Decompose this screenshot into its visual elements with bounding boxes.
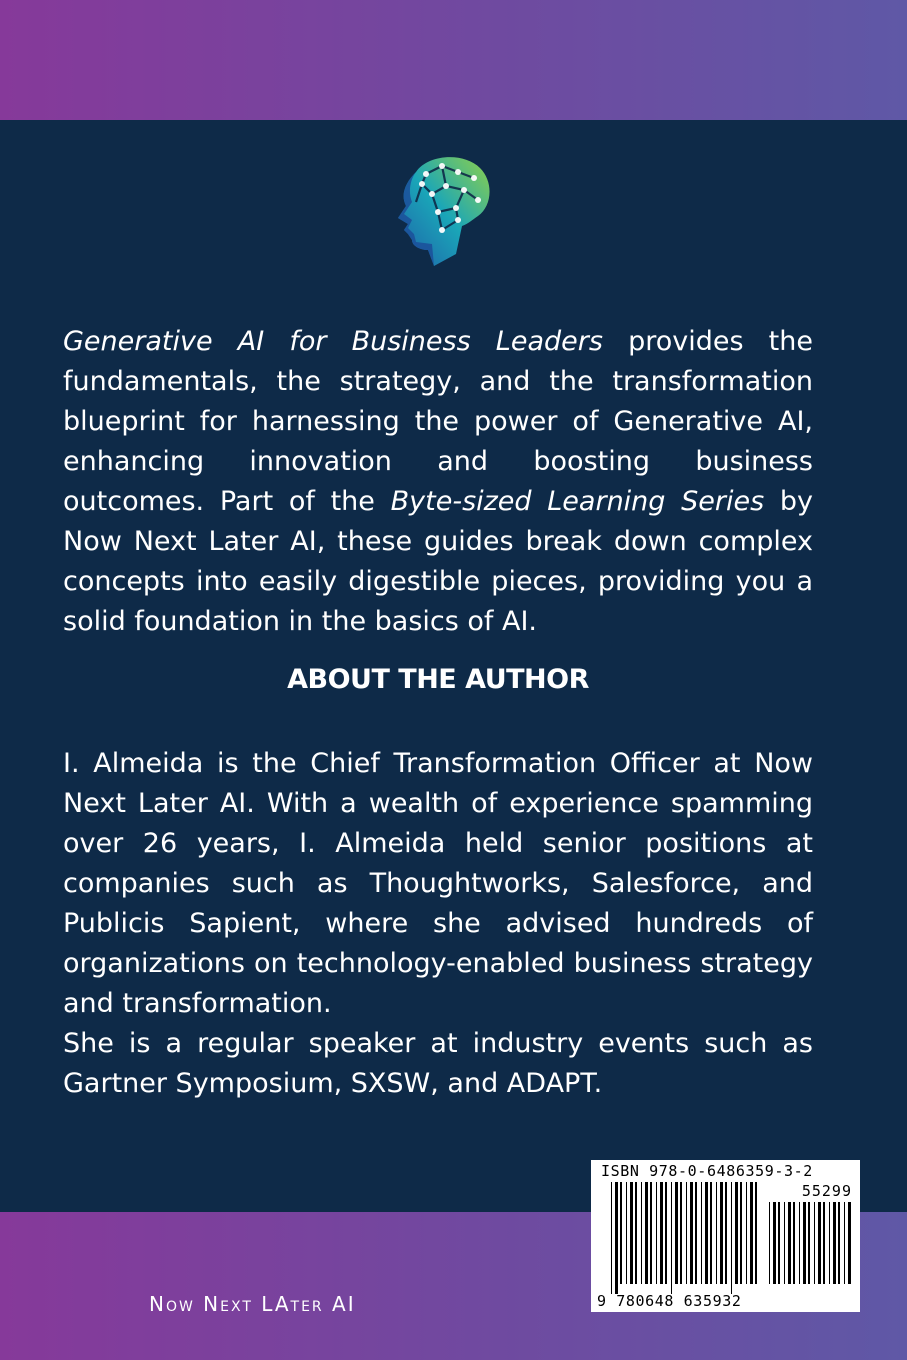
barcode-bar — [829, 1202, 830, 1284]
isbn-barcode — [591, 1160, 860, 1312]
barcode-bar — [833, 1202, 836, 1284]
barcode-bar — [773, 1202, 776, 1284]
barcode-bar — [675, 1182, 678, 1284]
barcode-bar — [848, 1202, 851, 1284]
book-title: Generative AI for Business Leaders — [63, 326, 603, 357]
author-bio-paragraph-2: She is a regular speaker at industry events such as Gartner Symposium, SXSW, and ADAPT. — [63, 1028, 813, 1099]
barcode-bar — [788, 1202, 791, 1284]
barcode-bar — [686, 1182, 687, 1284]
barcode-bar — [716, 1182, 717, 1284]
barcode-bar — [660, 1182, 663, 1284]
barcode-bar — [731, 1182, 732, 1294]
barcode-bar — [630, 1182, 633, 1284]
barcode-bar — [793, 1202, 795, 1284]
barcode-bar — [746, 1182, 747, 1284]
barcode-bar — [701, 1182, 702, 1284]
barcode-bar — [611, 1182, 612, 1294]
barcode-bar — [755, 1182, 757, 1284]
barcode-bar — [720, 1182, 723, 1284]
about-author-heading: ABOUT THE AUTHOR — [287, 664, 589, 695]
barcode-bar — [620, 1182, 622, 1284]
publisher-name: Now Next LAter AI — [149, 1292, 356, 1316]
barcode-bar — [626, 1182, 627, 1284]
barcode-bar — [641, 1182, 642, 1284]
barcode-bar — [838, 1202, 840, 1284]
barcode-bar — [808, 1202, 810, 1284]
description-text-part-2: by Now Next Later AI, these guides break down complex concepts into easily digestible pieces, providing you a solid foundation in the basics of AI. — [63, 486, 814, 637]
barcode-bars-main — [611, 1182, 761, 1294]
barcode-bar — [799, 1202, 800, 1284]
barcode-bar — [705, 1182, 708, 1284]
barcode-bar — [710, 1182, 712, 1284]
isbn-number: ISBN 978-0-6486359-3-2 — [601, 1162, 813, 1180]
barcode-bar — [778, 1202, 780, 1284]
series-name: Byte-sized Learning Series — [390, 486, 765, 517]
barcode-bar — [803, 1202, 806, 1284]
description-text-part-1: provides the fundamentals, the strategy, and the transformation blueprint for harnessing the power of Generative AI, enhancing innovation and boosting business outcomes. Part of the — [63, 326, 813, 517]
barcode-bars-addon — [769, 1202, 851, 1294]
brain-head-network-icon — [386, 150, 496, 268]
barcode-bar — [818, 1202, 821, 1284]
book-description — [63, 322, 813, 642]
barcode-bar — [615, 1182, 618, 1294]
barcode-bar — [735, 1182, 738, 1284]
barcode-bar — [690, 1182, 693, 1284]
barcode-bar — [680, 1182, 682, 1284]
ean-digits: 9 780648 635932 — [597, 1292, 742, 1310]
barcode-bar — [725, 1182, 727, 1284]
barcode-bar — [814, 1202, 815, 1284]
barcode-bar — [695, 1182, 697, 1284]
barcode-bar — [844, 1202, 845, 1284]
top-gradient-band — [0, 0, 907, 120]
barcode-bar — [740, 1182, 742, 1284]
author-bio-paragraph-1: I. Almeida is the Chief Transformation Officer at Now Next Later AI. With a wealth of experience spamming over 26 years, I. Almeida held senior positions at companies such as Thoughtworks, Salesforce, and Publicis Sapient, where she advised hundreds of organizations on technology-enabled business strategy and transformation. — [63, 748, 813, 1019]
barcode-bar — [650, 1182, 652, 1284]
barcode-bar — [750, 1182, 753, 1284]
barcode-bar — [635, 1182, 637, 1284]
barcode-bar — [671, 1182, 672, 1294]
barcode-bar — [645, 1182, 648, 1284]
price-code: 55299 — [801, 1182, 852, 1200]
barcode-bar — [769, 1202, 770, 1284]
barcode-bar — [823, 1202, 825, 1284]
barcode-bar — [784, 1202, 785, 1284]
barcode-bar — [656, 1182, 657, 1284]
barcode-bar — [665, 1182, 667, 1284]
